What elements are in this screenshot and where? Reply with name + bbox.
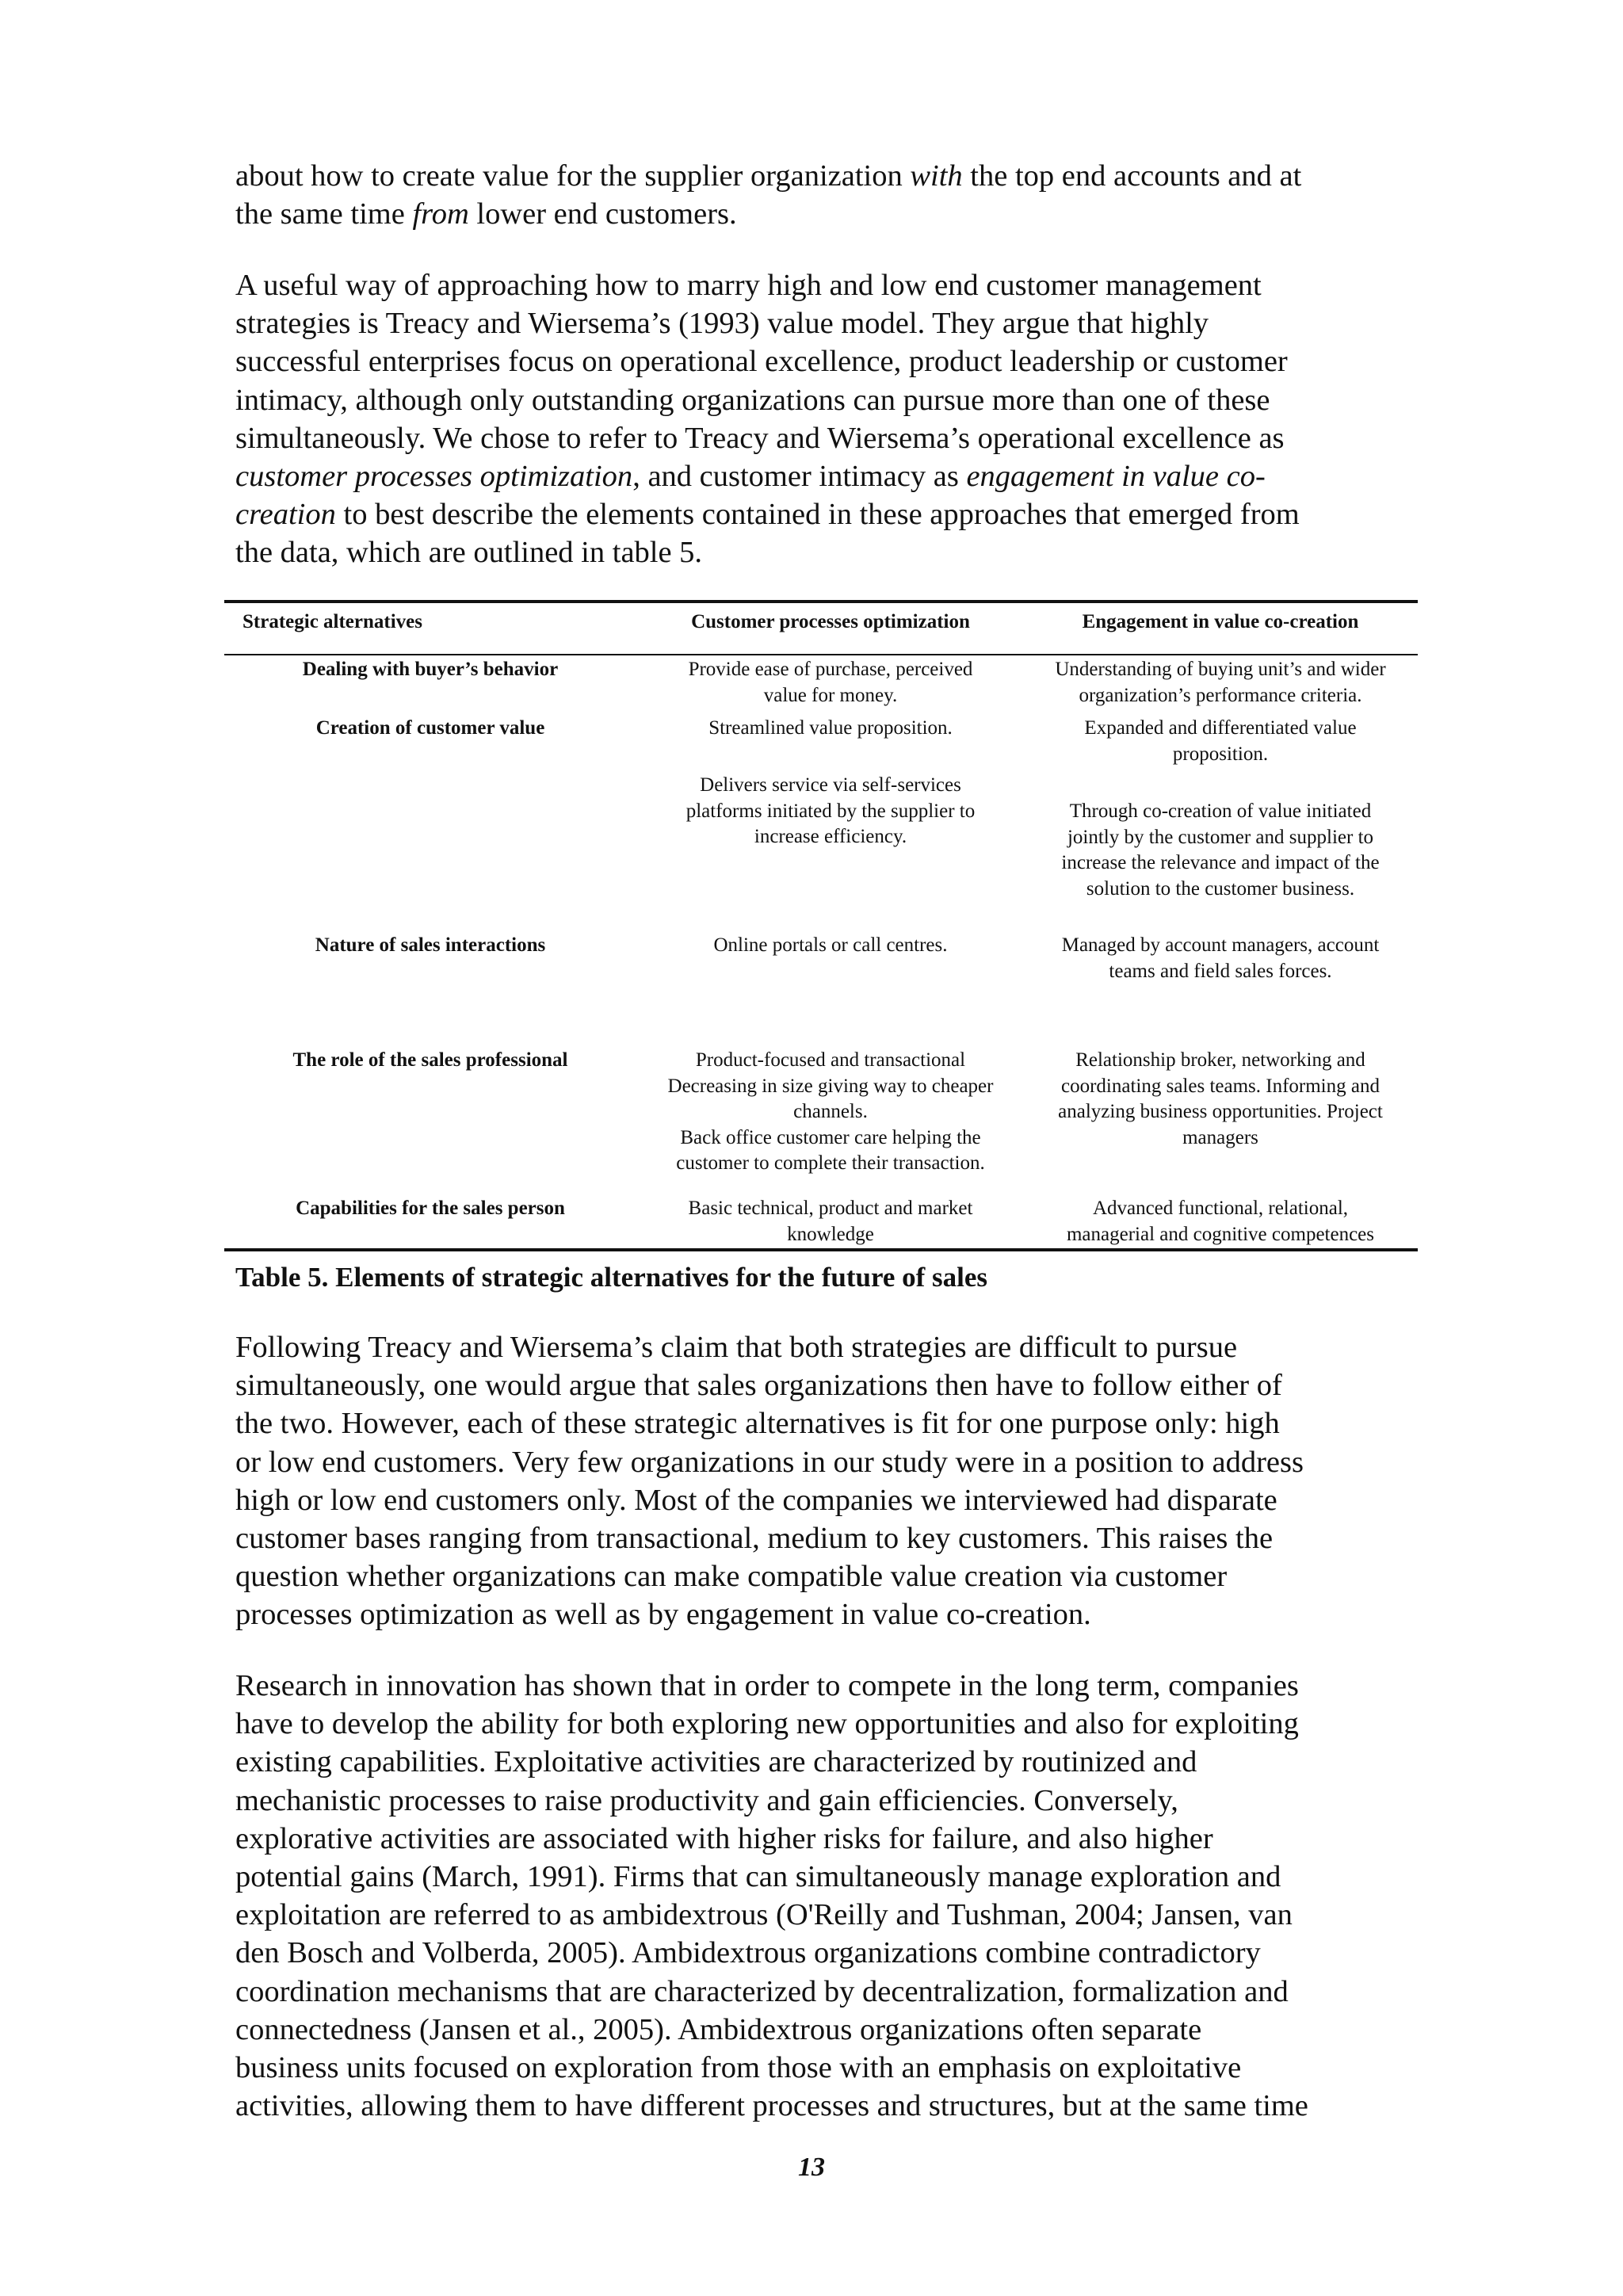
- cell-line: Back office customer care helping the: [680, 1126, 981, 1148]
- text-line: [235, 1896, 1416, 1934]
- text-line: [235, 266, 1416, 304]
- text-run: A useful way of approaching how to marry high and low end customer management: [235, 269, 1262, 302]
- strategies-paragraph: [235, 1328, 1416, 1634]
- cell-line: Decreasing in size giving way to cheaper: [667, 1075, 994, 1097]
- table-bottom-rule: [224, 1248, 1418, 1251]
- row-label-buyer-behavior: Dealing with buyer’s behavior: [302, 659, 559, 680]
- text-run: simultaneously. We chose to refer to Treacy and Wiersema’s operational excellence as: [235, 421, 1285, 455]
- text-run: successful enterprises focus on operational excellence, product leadership or customer: [235, 345, 1288, 379]
- text-run: customer bases ranging from transactional, medium to key customers. This raises the: [235, 1522, 1274, 1556]
- cell-line: jointly by the customer and supplier to: [1067, 826, 1374, 848]
- table-header-strategic-alternatives: Strategic alternatives: [242, 611, 423, 632]
- text-line: [235, 2087, 1416, 2125]
- text-run: , and customer intimacy as: [632, 460, 967, 494]
- text-line: [235, 1782, 1416, 1820]
- cell-buyer-behavior-engagement: [1026, 657, 1415, 709]
- text-run: simultaneously, one would argue that sales organizations then have to follow either of: [235, 1369, 1282, 1403]
- text-run: to best describe the elements contained in these approaches that emerged from: [335, 498, 1300, 532]
- text-line: [235, 195, 1416, 233]
- text-run: Following Treacy and Wiersema’s claim that both strategies are difficult to pursue: [235, 1331, 1238, 1364]
- cell-line: coordinating sales teams. Informing and: [1061, 1075, 1380, 1097]
- cell-line: Delivers service via self-services: [700, 774, 961, 796]
- text-run: lower end customers.: [468, 197, 737, 231]
- cell-line: Online portals or call centres.: [713, 934, 948, 956]
- cell-line: organization’s performance criteria.: [1079, 684, 1362, 706]
- text-run: den Bosch and Volberda, 2005). Ambidextrous organizations combine contradictory: [235, 1936, 1261, 1970]
- text-line: [235, 1858, 1416, 1896]
- text-line: [235, 342, 1416, 380]
- cell-line: teams and field sales forces.: [1109, 960, 1332, 982]
- cell-line: managerial and cognitive competences: [1066, 1223, 1375, 1245]
- text-run: intimacy, although only outstanding organizations can pursue more than one of these: [235, 383, 1270, 417]
- text-line: [235, 1404, 1416, 1442]
- text-run: the data, which are outlined in table 5.: [235, 536, 703, 570]
- table-header-engagement: Engagement in value co-creation: [1082, 611, 1359, 632]
- italic-text: creation: [235, 498, 336, 532]
- cell-line: channels.: [793, 1101, 868, 1122]
- cell-customer-value-optimization: [636, 716, 1025, 742]
- text-line: [235, 495, 1416, 533]
- cell-line: platforms initiated by the supplier to: [685, 800, 976, 822]
- cell-line: value for money.: [763, 684, 898, 706]
- cell-line: customer to complete their transaction.: [676, 1152, 985, 1174]
- text-line: [235, 1595, 1416, 1633]
- table-caption: Table 5. Elements of strategic alternatives for the future of sales: [235, 1262, 988, 1293]
- cell-capabilities-engagement: [1026, 1196, 1415, 1247]
- text-line: [235, 2049, 1416, 2087]
- cell-line: Provide ease of purchase, perceived: [688, 659, 973, 680]
- cell-sales-professional-optimization: [636, 1048, 1025, 1177]
- text-line: [235, 1934, 1416, 1972]
- cell-line: Streamlined value proposition.: [708, 717, 953, 739]
- text-line: [235, 1973, 1416, 2011]
- text-run: coordination mechanisms that are characterized by decentralization, formalization and: [235, 1974, 1289, 2008]
- cell-line: increase efficiency.: [754, 826, 907, 847]
- italic-text: engagement in value co-: [966, 460, 1266, 494]
- cell-line: Advanced functional, relational,: [1092, 1198, 1349, 1219]
- cell-line: managers: [1182, 1126, 1258, 1148]
- text-run: existing capabilities. Exploitative activities are characterized by routinized and: [235, 1745, 1197, 1779]
- text-line: [235, 457, 1416, 495]
- text-line: [235, 1443, 1416, 1481]
- cell-sales-interactions-optimization: [636, 933, 1025, 959]
- text-line: [235, 1366, 1416, 1404]
- text-line: [235, 304, 1416, 342]
- cell-line: Through co-creation of value initiated: [1069, 800, 1372, 822]
- text-run: question whether organizations can make compatible value creation via customer: [235, 1560, 1228, 1594]
- text-line: [235, 419, 1416, 457]
- cell-customer-value-engagement: [1026, 716, 1415, 767]
- cell-sales-interactions-engagement: [1026, 933, 1415, 984]
- value-model-paragraph: [235, 266, 1416, 572]
- italic-text: with: [910, 159, 963, 193]
- cell-line: Relationship broker, networking and: [1075, 1049, 1365, 1071]
- text-run: the two. However, each of these strategic alternatives is fit for one purpose only: high: [235, 1407, 1280, 1441]
- text-line: [235, 2011, 1416, 2049]
- text-run: the same time: [235, 197, 413, 231]
- text-run: high or low end customers only. Most of the companies we interviewed had disparate: [235, 1483, 1277, 1517]
- cell-buyer-behavior-optimization: [636, 657, 1025, 709]
- cell-line: analyzing business opportunities. Project: [1058, 1101, 1383, 1122]
- text-run: mechanistic processes to raise productivity and gain efficiencies. Conversely,: [235, 1783, 1178, 1817]
- text-line: [235, 1481, 1416, 1519]
- table-header-rule: [224, 654, 1418, 655]
- text-line: [235, 1820, 1416, 1858]
- italic-text: customer processes optimization: [235, 460, 633, 494]
- innovation-paragraph: [235, 1667, 1416, 2125]
- row-label-customer-value: Creation of customer value: [315, 717, 545, 739]
- text-run: exploitation are referred to as ambidextrous (O'Reilly and Tushman, 2004; Jansen, van: [235, 1898, 1293, 1932]
- table-top-rule: [224, 600, 1418, 603]
- text-run: connectedness (Jansen et al., 2005). Ambidextrous organizations often separate: [235, 2012, 1202, 2046]
- text-run: Research in innovation has shown that in order to compete in the long term, companies: [235, 1669, 1299, 1702]
- italic-text: from: [412, 197, 469, 231]
- text-run: about how to create value for the supplier organization: [235, 159, 911, 193]
- cell-line: Managed by account managers, account: [1061, 934, 1380, 956]
- text-run: explorative activities are associated with higher risks for failure, and also higher: [235, 1821, 1213, 1855]
- cell-line: Product-focused and transactional: [695, 1049, 966, 1071]
- text-run: or low end customers. Very few organizations in our study were in a position to address: [235, 1445, 1304, 1479]
- table-header-customer-processes: Customer processes optimization: [691, 611, 970, 632]
- text-line: [235, 533, 1416, 571]
- cell-customer-value-optimization-detail: [636, 773, 1025, 850]
- text-run: have to develop the ability for both exploring new opportunities and also for exploiting: [235, 1707, 1299, 1741]
- text-run: processes optimization as well as by engagement in value co-creation.: [235, 1598, 1091, 1632]
- text-line: [235, 1705, 1416, 1743]
- text-line: [235, 1519, 1416, 1557]
- text-run: strategies is Treacy and Wiersema’s (1993) value model. They argue that highly: [235, 307, 1209, 341]
- text-run: the top end accounts and at: [962, 159, 1302, 193]
- text-line: [235, 157, 1416, 195]
- intro-paragraph: [235, 157, 1416, 233]
- text-line: [235, 381, 1416, 419]
- strategic-alternatives-table: [224, 600, 1418, 1251]
- text-run: potential gains (March, 1991). Firms that can simultaneously manage exploration and: [235, 1860, 1281, 1894]
- page-number: 13: [798, 2153, 825, 2182]
- row-label-sales-interactions: Nature of sales interactions: [315, 934, 546, 956]
- text-line: [235, 1557, 1416, 1595]
- text-run: business units focused on exploration from those with an emphasis on exploitative: [235, 2051, 1242, 2085]
- cell-line: increase the relevance and impact of the: [1061, 852, 1380, 873]
- cell-line: Expanded and differentiated value: [1084, 717, 1357, 739]
- row-label-sales-professional: The role of the sales professional: [292, 1049, 568, 1071]
- cell-line: Basic technical, product and market: [688, 1198, 973, 1219]
- text-line: [235, 1328, 1416, 1366]
- cell-sales-professional-engagement: [1026, 1048, 1415, 1151]
- text-line: [235, 1667, 1416, 1705]
- cell-capabilities-optimization: [636, 1196, 1025, 1247]
- text-line: [235, 1743, 1416, 1781]
- cell-line: proposition.: [1172, 743, 1269, 765]
- cell-line: knowledge: [787, 1223, 874, 1245]
- text-run: activities, allowing them to have different processes and structures, but at the same time: [235, 2089, 1308, 2123]
- row-label-capabilities: Capabilities for the sales person: [296, 1198, 565, 1219]
- cell-customer-value-engagement-detail: [1026, 799, 1415, 902]
- cell-line: solution to the customer business.: [1086, 877, 1355, 900]
- cell-line: Understanding of buying unit’s and wider: [1055, 659, 1386, 680]
